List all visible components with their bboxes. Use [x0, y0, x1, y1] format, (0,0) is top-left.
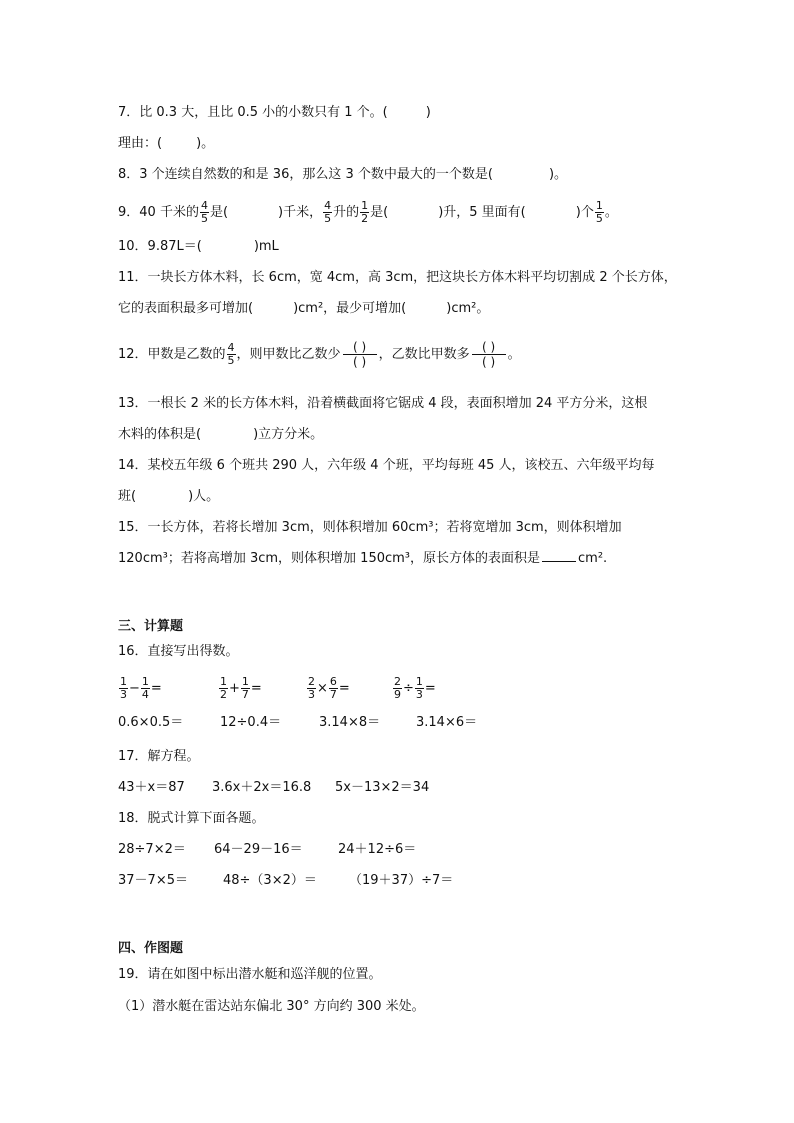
question-11-line-2: 它的表面积最多可增加( )cm²，最少可增加( )cm²。 — [118, 301, 490, 316]
question-16-title: 16．直接写出得数。 — [118, 644, 239, 659]
question-19-sub-1: （1）潜水艇在雷达站东偏北 30° 方向约 300 米处。 — [118, 999, 425, 1014]
fraction: $\frac{4}{5}$ — [227, 341, 235, 367]
question-17-title: 17．解方程。 — [118, 749, 200, 764]
question-7-reason: 理由：( )。 — [118, 136, 215, 151]
answer-fraction-blank: $\frac{( )}{( )}$ — [343, 340, 377, 369]
question-11-line-1: 11．一块长方体木料，长 6cm，宽 4cm，高 3cm，把这块长方体木料平均切割成 2 个长方体， — [118, 270, 677, 285]
fraction-expression: $\frac{2}{3}$ × $\frac{6}{7}$ = — [308, 675, 350, 701]
question-15-line-1: 15．一长方体，若将长增加 3cm，则体积增加 60cm³；若将宽增加 3cm，则体积增加 — [118, 520, 622, 535]
fraction-expression: $\frac{1}{2}$ + $\frac{1}{7}$ = — [220, 675, 262, 701]
fraction: $\frac{4}{5}$ — [200, 199, 208, 225]
question-13-line-2: 木料的体积是( )立方分米。 — [118, 427, 324, 442]
question-14-line-1: 14．某校五年级 6 个班共 290 人，六年级 4 个班，平均每班 45 人，该校五、六年级平均每 — [118, 458, 655, 473]
question-19-title: 19．请在如图中标出潜水艇和巡洋舰的位置。 — [118, 967, 382, 982]
question-12: 12．甲数是乙数的 $\frac{4}{5}$ ，则甲数比乙数少 $\frac{( )}{( )}$ ，乙数比甲数多 $\frac{( )}{( )}$ 。 — [118, 340, 521, 369]
question-15-line-2: 120cm³；若将高增加 3cm，则体积增加 150cm³，原长方体的表面积是 cm². — [118, 551, 608, 566]
fraction: $\frac{4}{5}$ — [324, 199, 332, 225]
answer-blank-underline — [542, 549, 576, 562]
fraction: $\frac{1}{2}$ — [361, 199, 369, 225]
question-18-title: 18．脱式计算下面各题。 — [118, 811, 265, 826]
question-18-row-2: 37－7×5＝ 48÷（3×2）＝ （19＋37）÷7＝ — [118, 873, 454, 888]
question-9: 9．40 千米的 $\frac{4}{5}$ 是( )千米， $\frac{4}{5}$ 升的 $\frac{1}{2}$ 是( )升，5 里面有( )个 $\frac{1}{5}$ 。 — [118, 199, 618, 225]
question-17-equations: 43＋x＝87 3.6x＋2x＝16.8 5x－13×2＝34 — [118, 780, 430, 795]
question-14-line-2: 班( )人。 — [118, 489, 220, 504]
section-4-heading: 四、作图题 — [118, 941, 184, 956]
fraction: $\frac{1}{5}$ — [595, 199, 603, 225]
question-18-row-1: 28÷7×2＝ 64－29－16＝ 24＋12÷6＝ — [118, 842, 417, 857]
question-8: 8．3 个连续自然数的和是 36，那么这 3 个数中最大的一个数是( )。 — [118, 167, 568, 182]
answer-fraction-blank: $\frac{( )}{( )}$ — [472, 340, 506, 369]
question-10: 10．9.87L＝( )mL — [118, 239, 279, 254]
fraction-expression: $\frac{2}{9}$ ÷ $\frac{1}{3}$ = — [394, 675, 436, 701]
section-3-heading: 三、计算题 — [118, 619, 184, 634]
question-16-row-2: 0.6×0.5＝ 12÷0.4＝ 3.14×8＝ 3.14×6＝ — [118, 715, 478, 730]
question-16-row-1 — [118, 672, 482, 706]
question-7: 7．比 0.3 大，且比 0.5 小的小数只有 1 个。( ) — [118, 105, 431, 120]
fraction-expression: $\frac{1}{3}$ − $\frac{1}{4}$ = — [120, 675, 162, 701]
question-13-line-1: 13．一根长 2 米的长方体木料，沿着横截面将它锯成 4 段，表面积增加 24 平方分米，这根 — [118, 396, 648, 411]
